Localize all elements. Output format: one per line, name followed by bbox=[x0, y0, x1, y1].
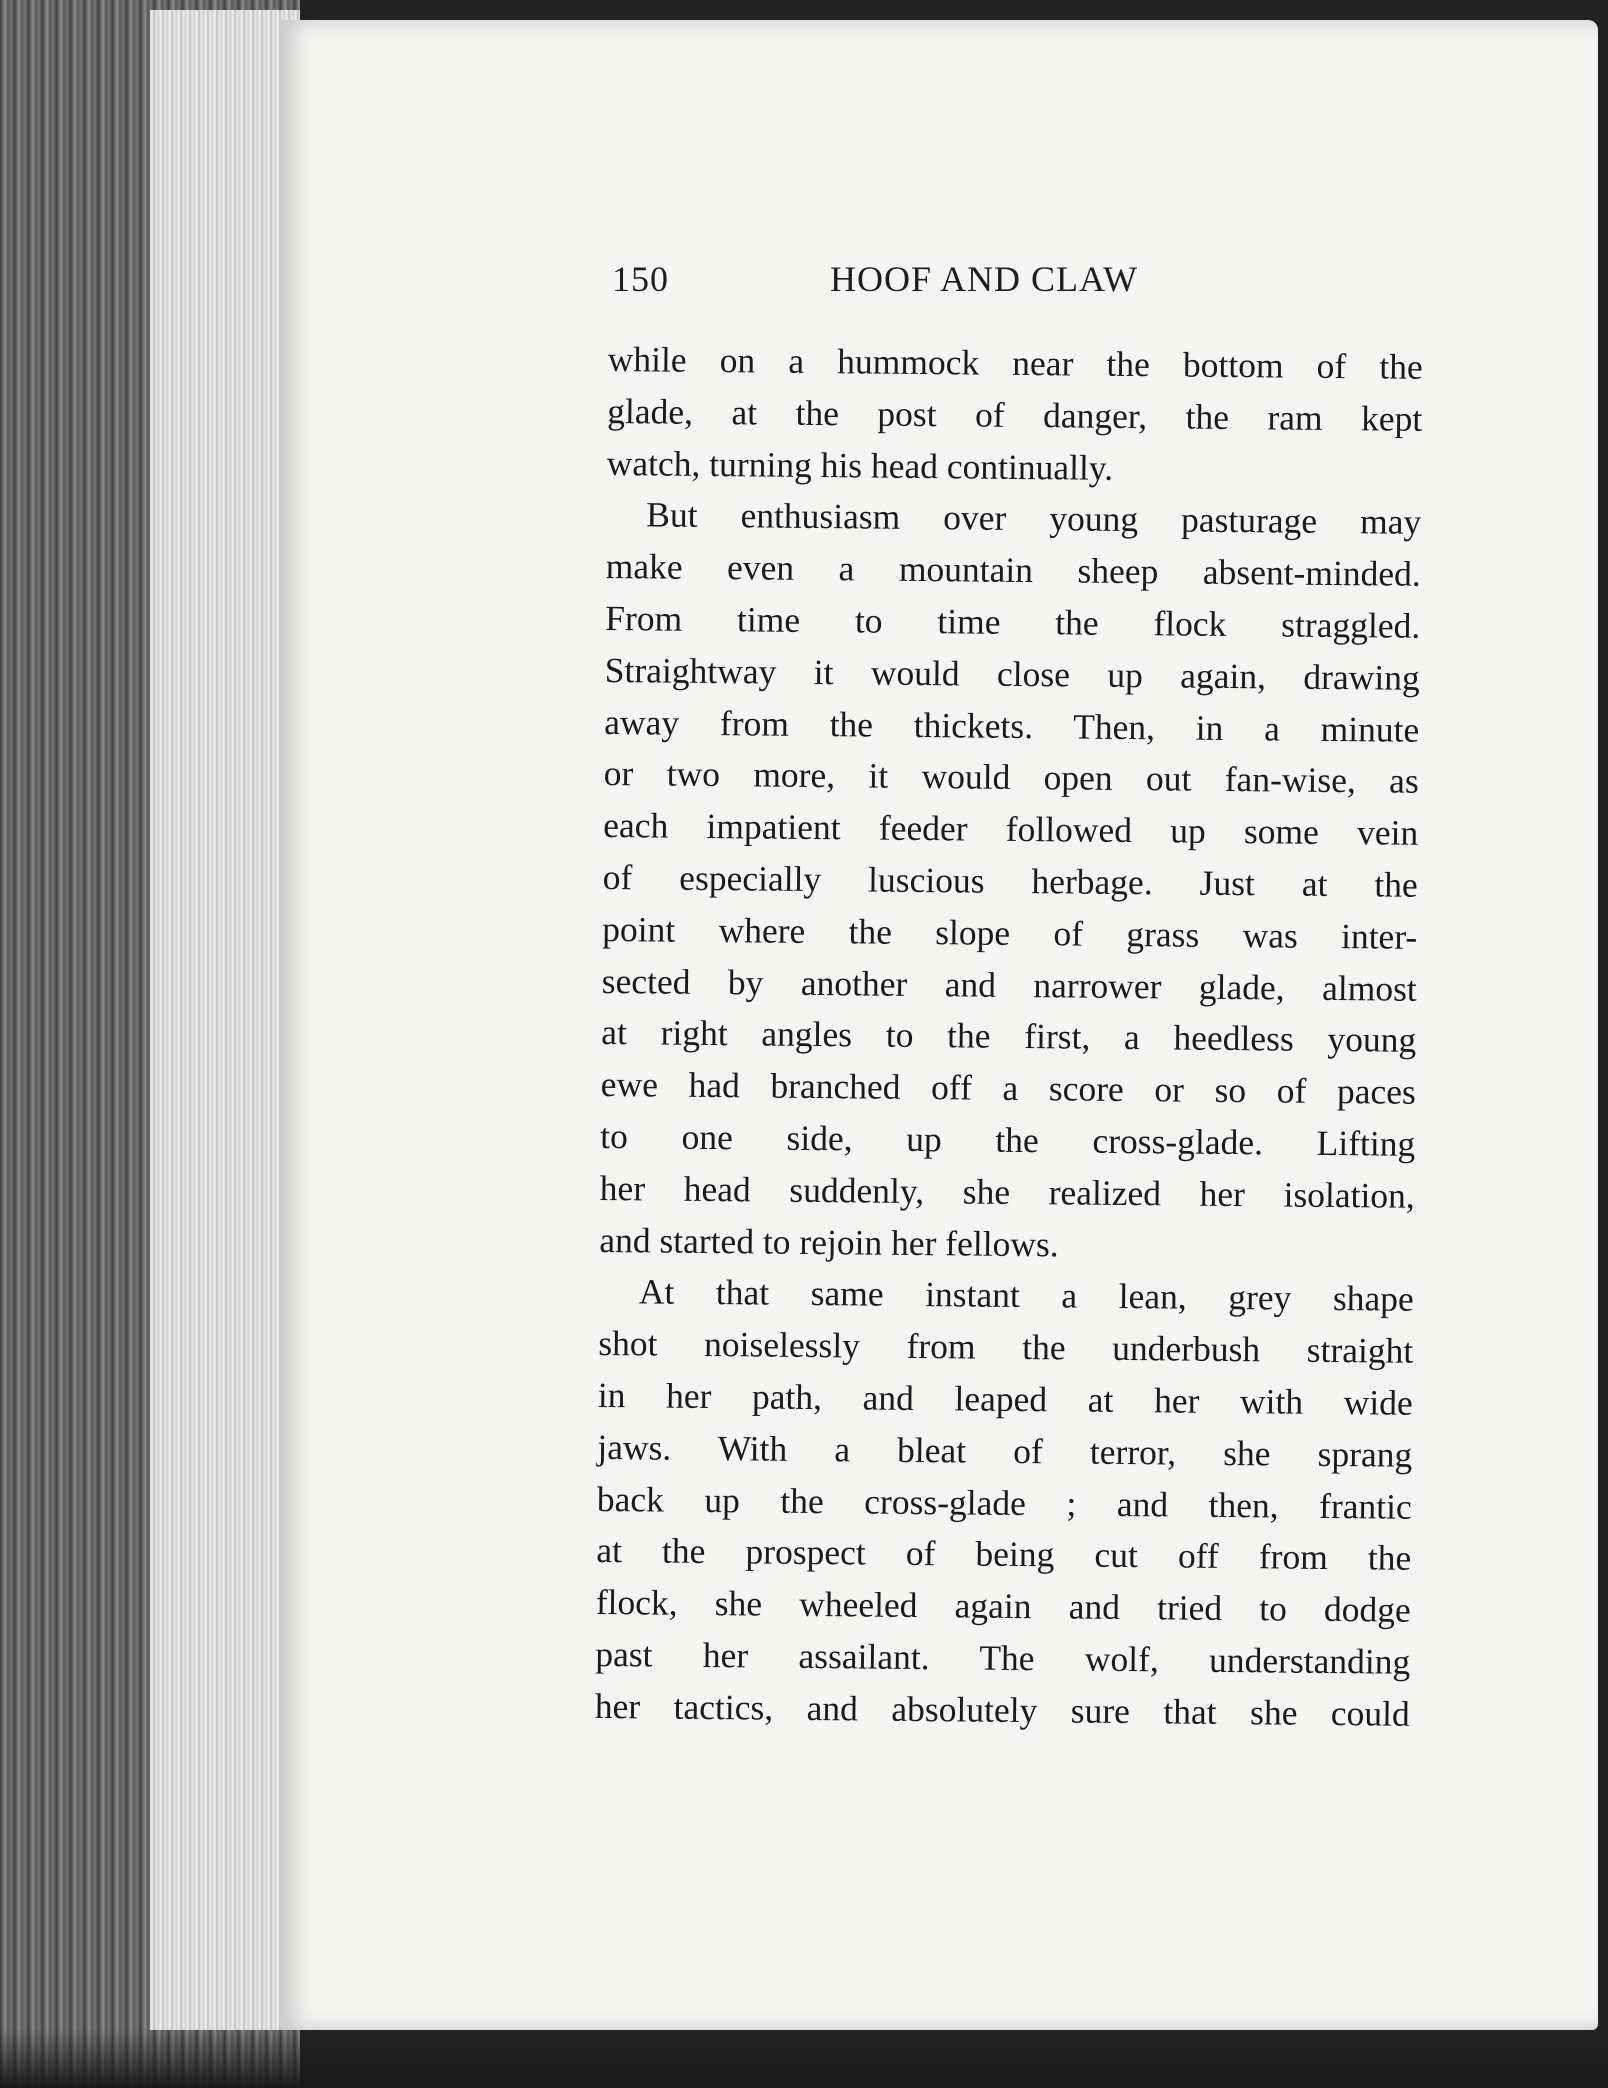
text-line: point where the slope of grass was inter- bbox=[602, 908, 1418, 957]
page-stack-edges bbox=[150, 10, 300, 2030]
text-line: glade, at the post of danger, the ram kept bbox=[607, 390, 1423, 439]
text-line: her tactics, and absolutely sure that she could bbox=[594, 1685, 1410, 1734]
text-line: or two more, it would open out fan-wise, as bbox=[603, 753, 1419, 802]
text-line: ewe had branched off a score or so of paces bbox=[600, 1064, 1416, 1112]
text-line: away from the thickets. Then, in a minute bbox=[604, 701, 1420, 750]
text-line: each impatient feeder followed up some vein bbox=[603, 805, 1419, 853]
text-line: her head suddenly, she realized her isolation, bbox=[599, 1167, 1415, 1216]
text-line: flock, she wheeled again and tried to dodge bbox=[595, 1582, 1411, 1630]
text-line: jaws. With a bleat of terror, she sprang bbox=[597, 1426, 1413, 1475]
text-line: sected by another and narrower glade, almost bbox=[601, 960, 1417, 1009]
text-line: watch, turning his head continually. bbox=[606, 442, 1114, 488]
scan-bottom-shadow bbox=[0, 2028, 1608, 2088]
text-line: of especially luscious herbage. Just at the bbox=[602, 856, 1418, 905]
text-line: while on a hummock near the bottom of the bbox=[607, 338, 1423, 387]
text-line: at right angles to the first, a heedless young bbox=[601, 1012, 1417, 1061]
text-line: At that same instant a lean, grey shape bbox=[638, 1271, 1414, 1320]
running-title: HOOF AND CLAW bbox=[830, 259, 1139, 299]
text-line: shot noiselessly from the underbush straight bbox=[598, 1323, 1414, 1371]
text-line: make even a mountain sheep absent-minded. bbox=[605, 546, 1421, 594]
body-text bbox=[595, 334, 1423, 1740]
text-line: past her assailant. The wolf, understanding bbox=[595, 1633, 1411, 1682]
text-line: and started to rejoin her fellows. bbox=[599, 1219, 1059, 1264]
text-line: From time to time the flock straggled. bbox=[605, 597, 1421, 646]
text-line: back up the cross-glade ; and then, frantic bbox=[596, 1478, 1412, 1527]
text-line: to one side, up the cross-glade. Lifting bbox=[600, 1115, 1416, 1164]
page-header bbox=[612, 258, 1232, 308]
text-line: in her path, and leaped at her with wide bbox=[597, 1374, 1413, 1423]
text-line: But enthusiasm over young pasturage may bbox=[646, 494, 1422, 543]
text-line: Straightway it would close up again, drawing bbox=[604, 649, 1420, 698]
page-number: 150 bbox=[612, 259, 669, 299]
text-line: at the prospect of being cut off from the bbox=[596, 1530, 1412, 1579]
